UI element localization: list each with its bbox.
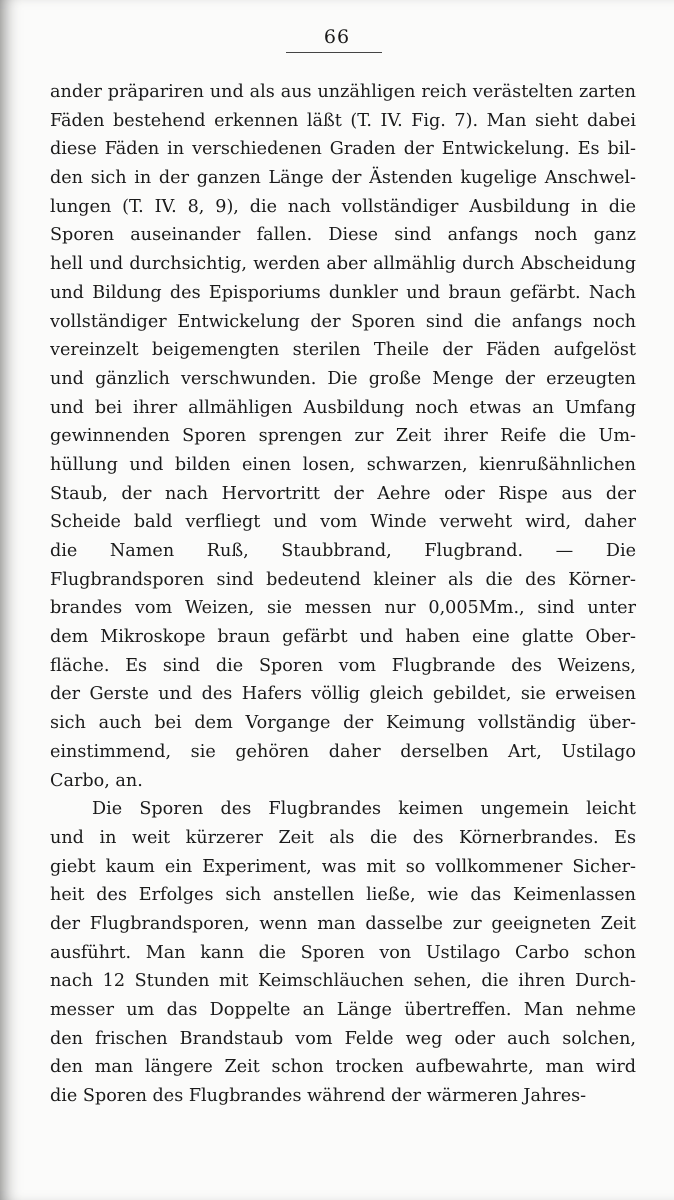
text-line: ander präpariren und als aus unzähligen reich verästelten zarten <box>50 82 636 102</box>
text-line: Scheide bald verfliegt und vom Winde verweht wird, daher <box>50 512 636 533</box>
text-line: hell und durchsichtig, werden aber allmählig durch Abscheidung <box>50 254 636 275</box>
text-line: die Sporen des Flugbrandes während der wärmeren Jahres- <box>50 1086 587 1107</box>
text-line: einstimmend, sie gehören daher derselben Art, Ustilago <box>50 741 636 762</box>
text-line: brandes vom Weizen, sie messen nur 0,005Mm., sind unter <box>50 598 636 619</box>
text-line: giebt kaum ein Experiment, was mit so vollkommener Sicher- <box>50 856 636 877</box>
text-line: Fäden bestehend erkennen läßt (T. IV. Fig. 7). Man sieht dabei <box>50 110 636 131</box>
text-line: messer um das Doppelte an Länge übertreffen. Man nehme <box>50 1000 636 1020</box>
text-line: dem Mikroskope braun gefärbt und haben eine glatte Ober- <box>50 627 636 648</box>
text-line: Die Sporen des Flugbrandes keimen ungemein leicht <box>92 799 636 820</box>
text-line: die Namen Ruß, Staubbrand, Flugbrand. — Die <box>50 541 636 561</box>
paragraph <box>50 795 636 1111</box>
text-line: sich auch bei dem Vorgange der Keimung vollständig über- <box>50 713 636 734</box>
text-line: ausführt. Man kann die Sporen von Ustilago Carbo schon <box>50 942 636 963</box>
text-line: den frischen Brandstaub vom Felde weg oder auch solchen, <box>50 1028 636 1049</box>
text-line: und in weit kürzerer Zeit als die des Körnerbrandes. Es <box>50 827 636 848</box>
text-line: Staub, der nach Hervortritt der Aehre oder Rispe aus der <box>50 483 636 504</box>
text-line: hüllung und bilden einen losen, schwarzen, kienrußähnlichen <box>50 454 636 475</box>
text-line: und bei ihrer allmähligen Ausbildung noch etwas an Umfang <box>50 397 636 418</box>
text-line: der Flugbrandsporen, wenn man dasselbe zur geeigneten Zeit <box>50 913 636 934</box>
text-line: den sich in der ganzen Länge der Ästenden kugelige Anschwel- <box>50 168 636 189</box>
text-line: gewinnenden Sporen sprengen zur Zeit ihrer Reife die Um- <box>50 426 636 447</box>
text-line: Flugbrandsporen sind bedeutend kleiner als die des Körner- <box>50 569 636 590</box>
text-line: heit des Erfolges sich anstellen ließe, wie das Keimenlassen <box>50 885 636 906</box>
text-line: nach 12 Stunden mit Keimschläuchen sehen, die ihren Durch- <box>50 971 636 992</box>
text-line: lungen (T. IV. 8, 9), die nach vollständiger Ausbildung in die <box>50 196 636 217</box>
page-number: 66 <box>323 26 351 48</box>
paragraph <box>50 78 636 795</box>
text-line: der Gerste und des Hafers völlig gleich gebildet, sie erweisen <box>50 684 636 705</box>
text-line: diese Fäden in verschiedenen Graden der Entwickelung. Es bil- <box>50 139 636 160</box>
text-line: vereinzelt beigemengten sterilen Theile der Fäden aufgelöst <box>50 340 636 361</box>
body-text <box>50 78 636 1111</box>
text-line: Carbo, an. <box>50 770 143 791</box>
text-line: und Bildung des Episporiums dunkler und braun gefärbt. Nach <box>50 282 636 303</box>
header-rule <box>286 52 382 53</box>
text-line: den man längere Zeit schon trocken aufbewahrte, man wird <box>50 1057 636 1078</box>
text-line: und gänzlich verschwunden. Die große Menge der erzeugten <box>50 368 636 389</box>
text-line: fläche. Es sind die Sporen vom Flugbrande des Weizens, <box>50 655 636 676</box>
text-line: Sporen auseinander fallen. Diese sind anfangs noch ganz <box>50 225 636 246</box>
text-line: vollständiger Entwickelung der Sporen sind die anfangs noch <box>50 311 636 332</box>
